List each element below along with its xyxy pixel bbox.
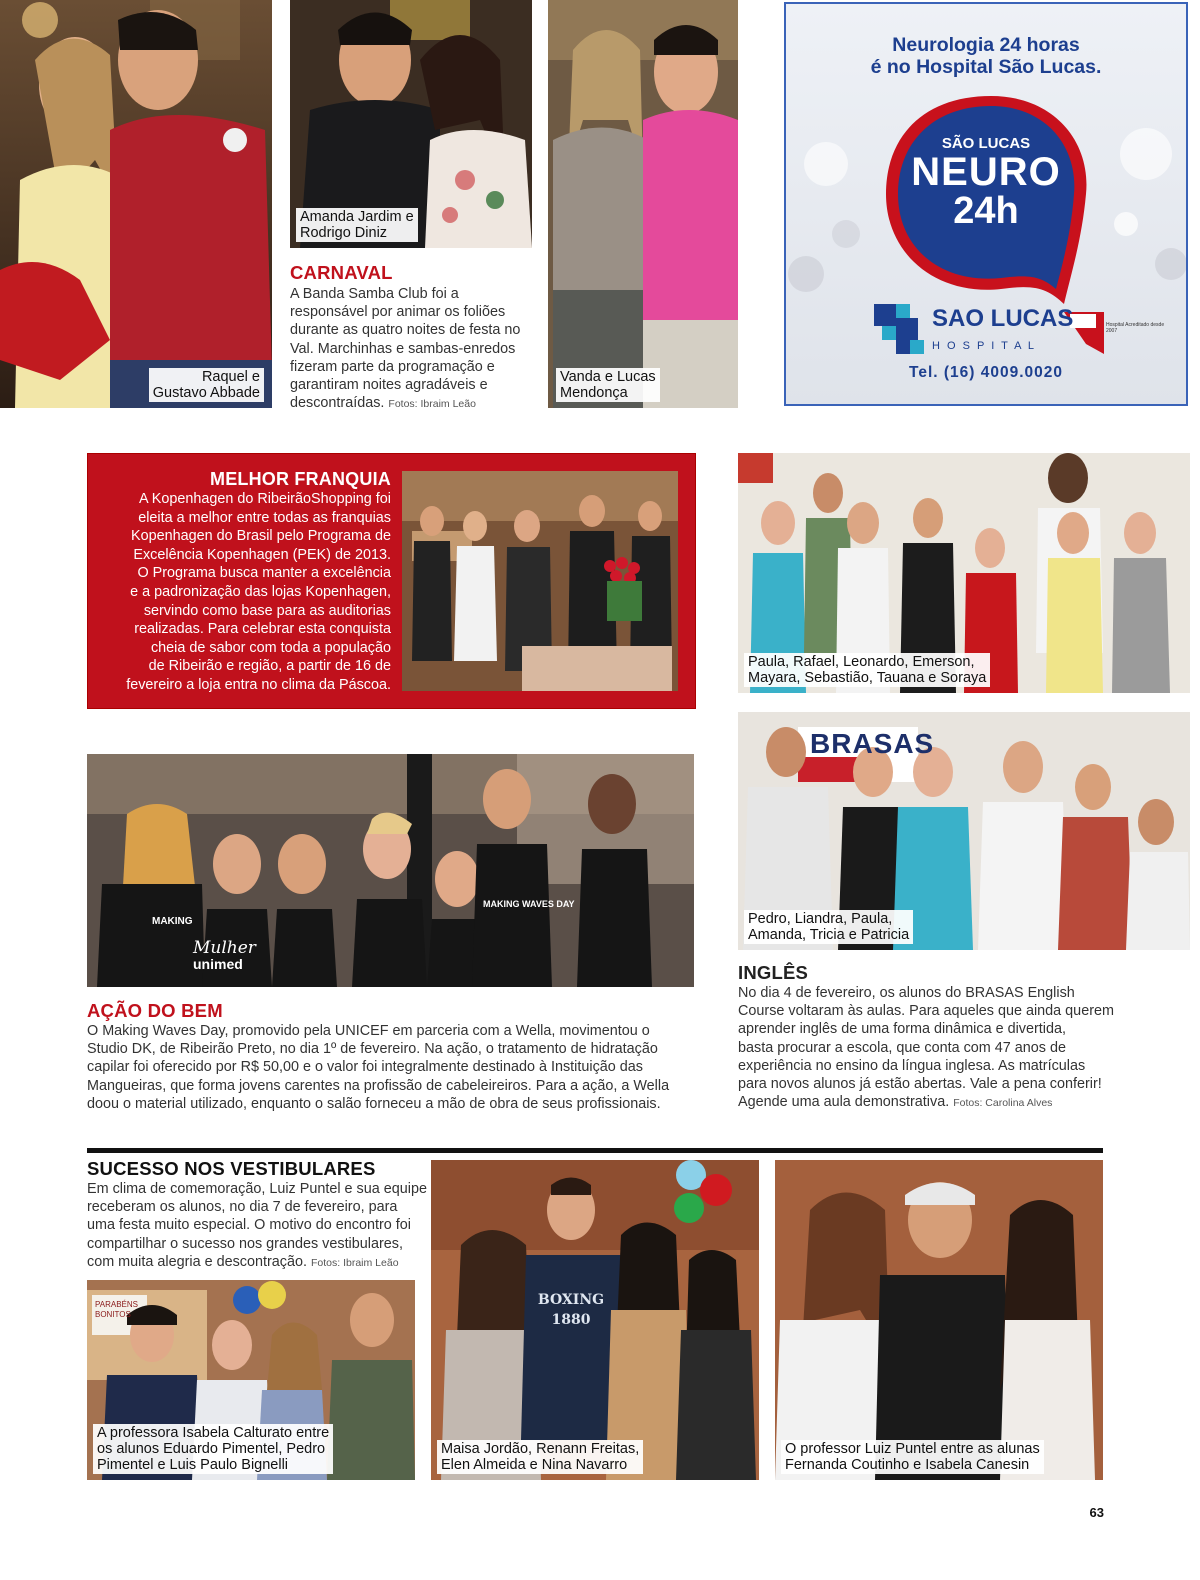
acao-line: Mangueiras, que forma jovens carentes na profissão de cabeleireiros. Para a ação, a Wella — [87, 1077, 670, 1094]
ad-headline-line: Neurologia 24 horas — [892, 34, 1080, 56]
photo-kopenhagen-team — [402, 471, 678, 691]
acao-line: doou o material utilizado, enquanto o salão forneceu a mão de obra de seus profissionais. — [87, 1095, 661, 1112]
caption-line: O professor Luiz Puntel entre as alunas — [785, 1441, 1040, 1457]
vestibulares-last-line: com muita alegria e descontração. — [87, 1253, 307, 1270]
caption-vanda-lucas — [556, 368, 660, 402]
carnaval-article — [290, 262, 540, 413]
accreditation-label: Hospital Acreditado desde 2007 — [1106, 322, 1165, 334]
ingles-line: Course voltaram às aulas. Para aqueles que ainda querem — [738, 1003, 1114, 1020]
ingles-line: No dia 4 de fevereiro, os alunos do BRASAS English — [738, 985, 1075, 1001]
ingles-line: aprender inglês de uma forma dinâmica e divertida, — [738, 1021, 1066, 1038]
hospital-logo-sub: H O S P I T A L — [932, 340, 1036, 352]
shirt-print-waves: MAKING WAVES DAY — [483, 899, 575, 909]
vestibulares-line: uma festa muito especial. O motivo do encontro foi — [87, 1217, 411, 1234]
caption-amanda-rodrigo — [296, 208, 418, 242]
franquia-line: Kopenhagen do Brasil pelo Programa de — [130, 528, 391, 545]
caption-line: Gustavo Abbade — [152, 385, 260, 401]
ingles-line: basta procurar a escola, que conta com 47 anos de — [738, 1039, 1066, 1056]
carnaval-body — [290, 285, 540, 413]
vestibulares-body — [87, 1180, 427, 1272]
vestibulares-line: compartilhar o sucesso nos grandes vestibulares, — [87, 1235, 403, 1252]
ingles-title: INGLÊS — [738, 962, 809, 983]
acao-title: AÇÃO DO BEM — [87, 1000, 223, 1021]
franquia-line: eleita a melhor entre todas as franquias — [138, 509, 391, 526]
photo-puntel-image — [775, 1160, 1103, 1480]
ingles-last-line: Agende uma aula demonstrativa. — [738, 1094, 950, 1111]
photo-kopenhagen-image — [402, 471, 678, 691]
vestibulares-article — [87, 1158, 427, 1272]
shirt-print-mulher — [193, 940, 256, 971]
badge-sub-text: 24h — [953, 190, 1019, 232]
photo-credit: Fotos: Ibraim Leão — [388, 398, 476, 411]
caption-line: Fernanda Coutinho e Isabela Canesin — [785, 1457, 1030, 1473]
caption-puntel — [781, 1440, 1044, 1474]
photo-making-waves — [87, 754, 694, 987]
caption-line: Mendonça — [560, 385, 628, 401]
photo-credit: Fotos: Ibraim Leão — [310, 1256, 399, 1269]
photo-vanda-lucas-image — [548, 0, 738, 408]
ingles-body — [738, 984, 1190, 1112]
caption-line: Raquel e — [201, 369, 260, 385]
franquia-title: MELHOR FRANQUIA — [210, 469, 391, 489]
photo-vanda-lucas — [548, 0, 738, 408]
caption-line: Mayara, Sebastião, Tauana e Soraya — [748, 670, 987, 686]
shirt-print-mulher-text: Mulher — [193, 938, 256, 958]
vestibulares-line: receberam os alunos, no dia 7 de fevereiro, para — [87, 1199, 398, 1216]
hospital-logo-name: SAO LUCAS — [932, 305, 1074, 332]
caption-raquel-gustavo — [149, 368, 264, 402]
caption-maisa — [437, 1440, 643, 1474]
photo-isabela-students — [87, 1280, 415, 1480]
shirt-print-making: MAKING — [152, 916, 193, 927]
photo-credit: Fotos: Carolina Alves — [953, 1097, 1053, 1110]
carnaval-line: durante as quatro noites de festa no — [290, 322, 521, 339]
caption-line: Amanda Jardim e — [300, 209, 414, 225]
caption-line: Vanda e Lucas — [560, 369, 656, 385]
photo-raquel-gustavo — [0, 0, 272, 408]
shirt-print-boxing: BOXING 1880 — [537, 1292, 605, 1328]
franquia-line: cheia de sabor com toda a população — [150, 639, 391, 656]
franquia-line: realizadas. Para celebrar esta conquista — [134, 621, 391, 638]
caption-paula-group — [744, 653, 990, 687]
franquia-line: O Programa busca manter a excelência — [137, 565, 391, 582]
carnaval-line: Val. Marchinhas e sambas-enredos — [290, 340, 516, 357]
hospital-logo-mark — [874, 304, 924, 354]
caption-line: A professora Isabela Calturato entre — [97, 1425, 330, 1441]
franquia-line: A Kopenhagen do RibeirãoShopping foi — [138, 491, 391, 507]
caption-line: Maisa Jordão, Renann Freitas, — [441, 1441, 640, 1457]
franquia-box — [87, 453, 696, 709]
vestibulares-line — [87, 1253, 427, 1272]
roses-bouquet — [604, 557, 642, 621]
photo-maisa-group — [431, 1160, 759, 1480]
carnaval-line: responsável por animar os foliões — [290, 304, 506, 321]
ad-phone: Tel. (16) 4009.0020 — [909, 364, 1063, 381]
photo-puntel-students — [775, 1160, 1103, 1480]
vestibulares-line: Em clima de comemoração, Luiz Puntel e sua equipe — [87, 1181, 427, 1197]
badge-main-text: NEURO — [911, 150, 1061, 194]
ingles-line — [738, 1093, 1190, 1112]
caption-line: Pimentel e Luis Paulo Bignelli — [97, 1457, 289, 1473]
acao-body — [87, 1022, 697, 1113]
carnaval-line: fizeram parte da programação e — [290, 358, 495, 375]
photo-raquel-gustavo-image — [0, 0, 272, 408]
ingles-article — [738, 962, 1190, 1112]
acao-article — [87, 1000, 697, 1113]
caption-line: Rodrigo Diniz — [300, 225, 388, 241]
acao-line: Studio DK, de Ribeirão Preto, no dia 1º de fevereiro. Na ação, o tratamento de hidratação — [87, 1041, 658, 1058]
caption-isabela — [93, 1424, 333, 1474]
vestibulares-title: SUCESSO NOS VESTIBULARES — [87, 1158, 376, 1179]
ad-headline — [786, 34, 1186, 78]
page-number: 63 — [1089, 1505, 1104, 1520]
carnaval-line: A Banda Samba Club foi a — [290, 286, 459, 302]
franquia-line: Excelência Kopenhagen (PEK) de 2013. — [133, 546, 391, 563]
ingles-line: experiência no ensino da língua inglesa. As matrículas — [738, 1057, 1086, 1074]
caption-line: Paula, Rafael, Leonardo, Emerson, — [748, 654, 975, 670]
brasas-sign: BRASAS — [810, 728, 935, 759]
carnaval-line: garantiram noites agradáveis e — [290, 377, 488, 394]
caption-line: Amanda, Tricia e Patricia — [748, 927, 910, 943]
franquia-text — [98, 468, 391, 695]
ingles-line: para novos alunos já estão abertas. Vale a pena conferir! — [738, 1076, 1102, 1093]
section-divider — [87, 1148, 1103, 1153]
franquia-line: de Ribeirão e região, a partir de 16 de — [148, 658, 391, 675]
franquia-line: servindo como base para as auditorias — [143, 602, 391, 619]
acao-line: O Making Waves Day, promovido pela UNICEF em parceria com a Wella, movimentou o — [87, 1023, 650, 1039]
acao-line: capilar foi oferecido por R$ 50,00 e o valor foi integralmente destinado à Instituição das — [87, 1059, 643, 1076]
franquia-line: e a padronização das lojas Kopenhagen, — [130, 583, 391, 600]
photo-amanda-rodrigo — [290, 0, 532, 248]
hospital-ad[interactable] — [784, 2, 1188, 406]
badge-top-text: SÃO LUCAS — [941, 135, 1031, 152]
photo-making-waves-image — [87, 754, 694, 987]
shirt-print-unimed-text: unimed — [193, 956, 243, 972]
franquia-line: fevereiro a loja entra no clima da Páscoa. — [126, 676, 391, 693]
caption-line: os alunos Eduardo Pimentel, Pedro — [97, 1441, 326, 1457]
neuro-badge — [886, 136, 1086, 230]
carnaval-last-line: descontraídas. — [290, 395, 385, 412]
caption-brasas-group — [744, 910, 913, 944]
ad-headline-line: é no Hospital São Lucas. — [870, 56, 1102, 78]
carnaval-line — [290, 394, 540, 413]
photo-paula-group — [738, 453, 1190, 693]
carnaval-title: CARNAVAL — [290, 262, 393, 283]
photo-brasas-group — [738, 712, 1190, 950]
congrats-board-text: PARABÉNS BONITOS — [95, 1300, 138, 1319]
caption-line: Elen Almeida e Nina Navarro — [441, 1457, 628, 1473]
caption-line: Pedro, Liandra, Paula, — [748, 911, 893, 927]
